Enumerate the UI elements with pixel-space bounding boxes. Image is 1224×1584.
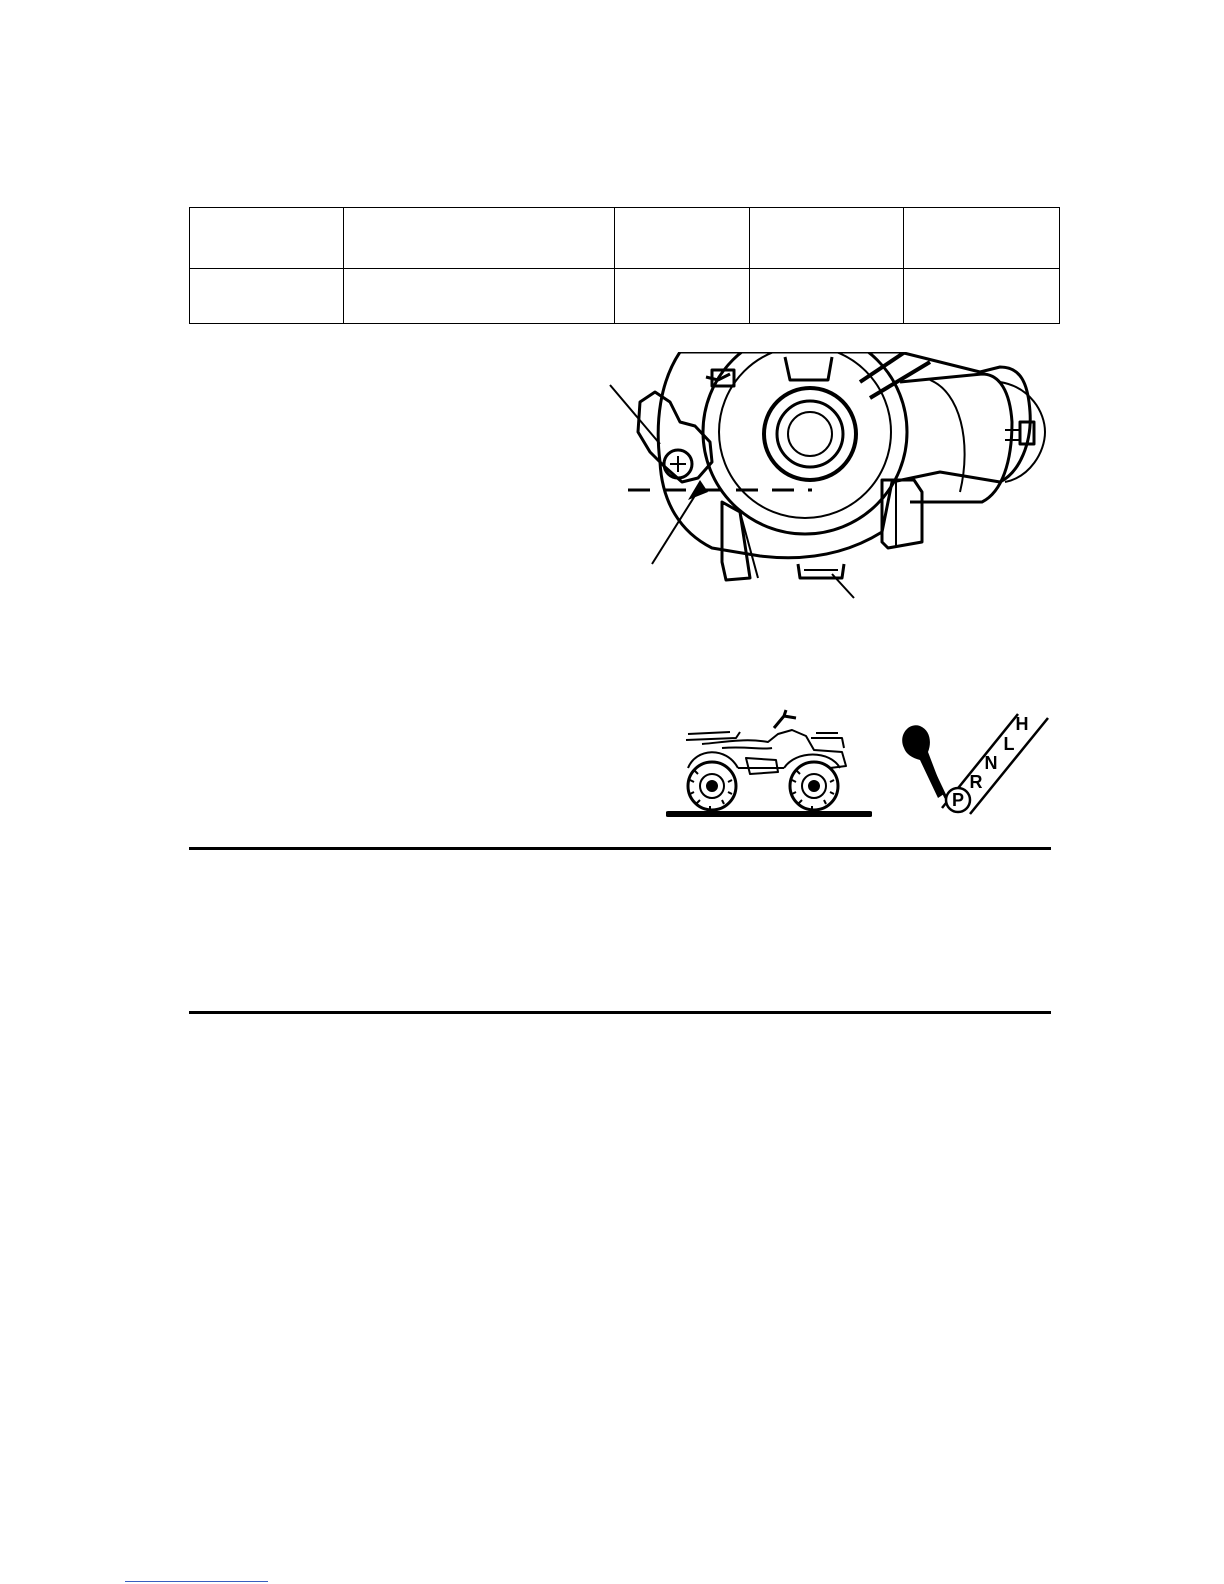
table-header-cell <box>904 208 1060 269</box>
table-header-row <box>190 208 1060 269</box>
section-divider-bottom <box>189 1011 1051 1014</box>
table-cell <box>750 268 904 323</box>
shift-label-n: N <box>984 753 998 773</box>
section-divider-top <box>189 847 1051 850</box>
table-header-cell <box>344 208 615 269</box>
table-row <box>190 268 1060 323</box>
table-cell <box>615 268 750 323</box>
shift-label-p: P <box>951 790 965 810</box>
table-header-cell <box>615 208 750 269</box>
table-cell <box>190 268 344 323</box>
atv-level-ground-icon <box>666 708 872 820</box>
shift-label-r: R <box>969 772 983 792</box>
gearcase-illustration <box>600 352 1070 604</box>
footnote-separator <box>125 1581 268 1582</box>
specification-table <box>189 207 1060 324</box>
table-header-cell <box>750 208 904 269</box>
table-cell <box>904 268 1060 323</box>
shift-lever-park-icon <box>896 712 1052 816</box>
shift-label-h: H <box>1015 714 1029 734</box>
shift-label-l: L <box>1003 734 1015 754</box>
table-header-cell <box>190 208 344 269</box>
table-cell <box>344 268 615 323</box>
